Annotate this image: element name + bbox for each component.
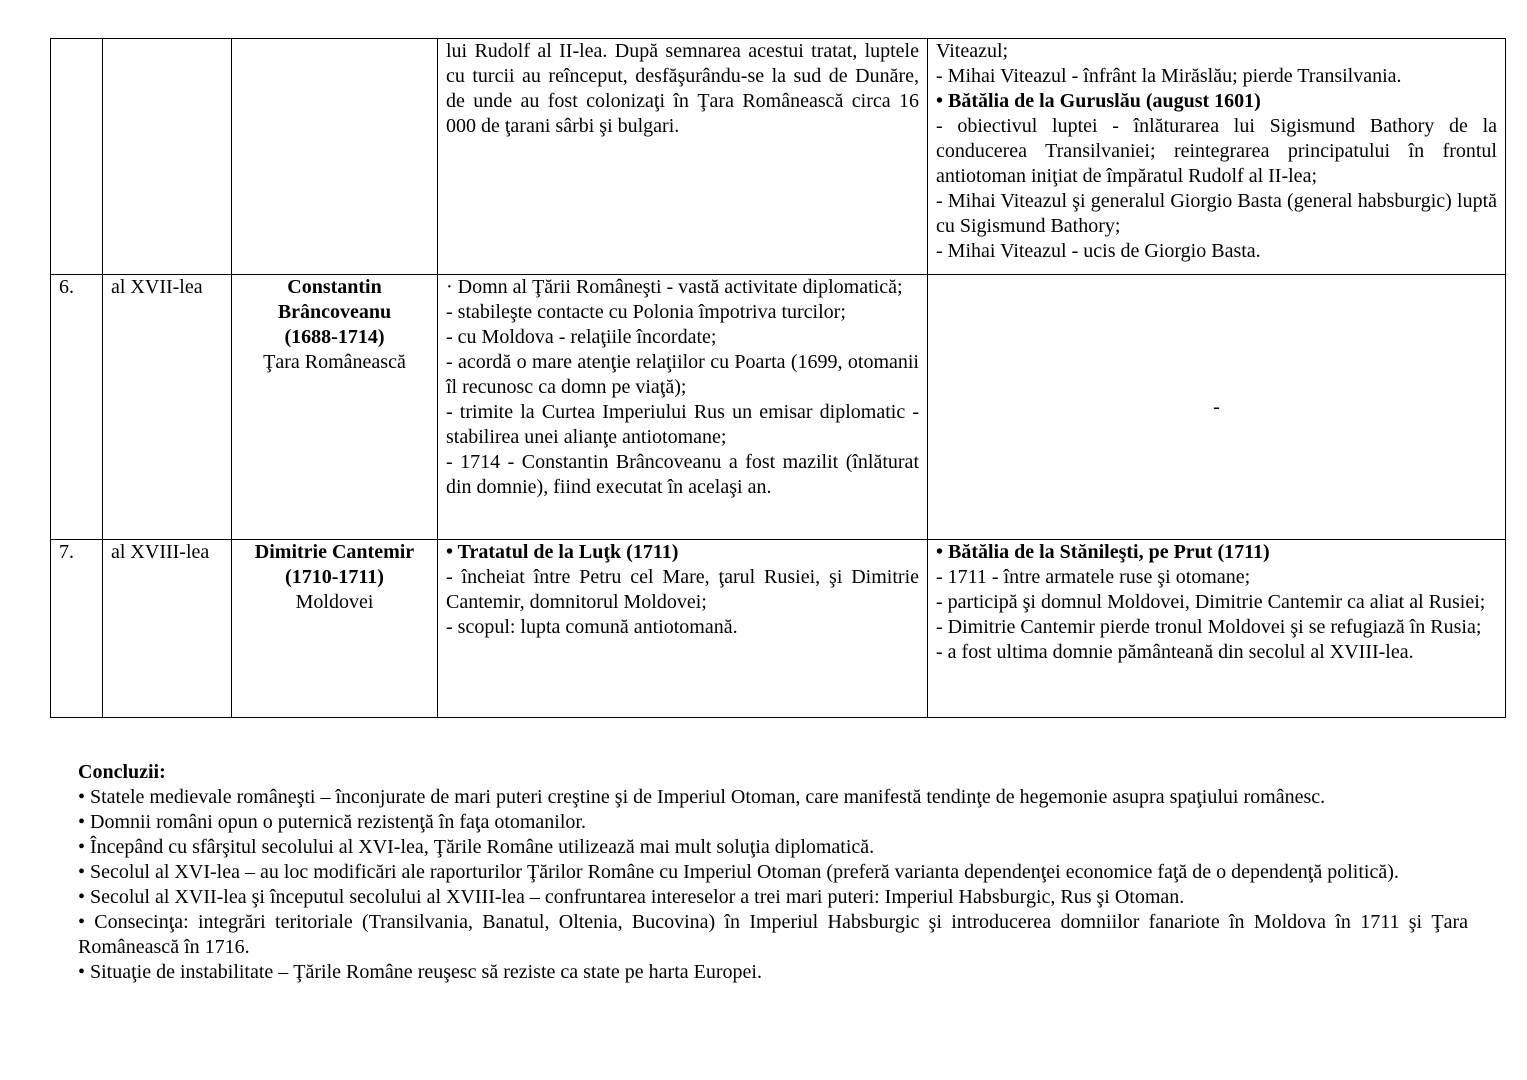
treaty-title: • Tratatul de la Luţk (1711) xyxy=(446,541,679,563)
table-row xyxy=(51,275,1506,540)
battle-line: - Dimitrie Cantemir pierde tronul Moldovei şi se refugiază în Rusia; xyxy=(936,616,1482,638)
conclusion-item: • Începând cu sfârşitul secolului al XVI-lea, Ţările Române utilizează mai mult soluţia diplomatică. xyxy=(78,836,875,858)
battle-line: - Mihai Viteazul şi generalul Giorgio Basta (general habsburgic) luptă cu Sigismund Bathory; xyxy=(936,190,1497,237)
ruler-name-2: Brâncoveanu xyxy=(277,301,392,323)
conclusion-item: • Statele medievale româneşti – înconjurate de mari puteri creştine şi de Imperiul Otoman, care manifestă tendinţe de hegemonie asupra spaţiului românesc. xyxy=(78,786,1326,808)
ruler-cell xyxy=(232,39,438,275)
century-cell: al XVIII-lea xyxy=(103,540,232,718)
ruler-name: Constantin xyxy=(287,276,382,298)
diplomacy-cell xyxy=(438,39,928,275)
ruler-country: Ţara Românească xyxy=(263,351,406,373)
ruler-cell xyxy=(232,275,438,540)
conclusion-item: • Secolul al XVII-lea şi începutul secolului al XVIII-lea – confruntarea intereselor a trei mari puteri: Imperiul Habsburgic, Rus şi Otoman. xyxy=(78,886,1185,908)
table-row xyxy=(51,39,1506,275)
battle-line: - 1711 ‐ între armatele ruse şi otomane; xyxy=(936,566,1251,588)
century-cell xyxy=(103,39,232,275)
ruler-span: (1688-1714) xyxy=(284,326,385,348)
diplomacy-line: - încheiat între Petru cel Mare, ţarul Rusiei, şi Dimitrie Cantemir, domnitorul Moldovei; xyxy=(446,566,919,613)
diplomacy-cell xyxy=(438,540,928,718)
battle-line: Viteazul; xyxy=(936,40,1009,62)
row-number: 7. xyxy=(51,540,103,718)
diplomacy-line: · Domn al Ţării Româneşti ‐ vastă activitate diplomatică; xyxy=(446,276,903,298)
conclusion-item: • Situaţie de instabilitate – Ţările Române reuşesc să reziste ca state pe harta Europei. xyxy=(78,961,762,983)
conclusion-item: • Secolul al XVI-lea – au loc modificări ale raporturilor Ţărilor Române cu Imperiul Otoman (preferă varianta dependenţei economice faţă de o dependenţă politică). xyxy=(78,861,1399,883)
history-table xyxy=(50,38,1506,718)
diplomacy-line: - cu Moldova ‐ relaţiile încordate; xyxy=(446,326,717,348)
diplomacy-line: - 1714 ‐ Constantin Brâncoveanu a fost mazilit (înlăturat din domnie), fiind executat în acelaşi an. xyxy=(446,451,919,498)
ruler-span: (1710-1711) xyxy=(285,566,384,588)
battles-cell xyxy=(928,39,1506,275)
ruler-name: Dimitrie Cantemir xyxy=(254,541,415,563)
diplomacy-line: - scopul: lupta comună antiotomană. xyxy=(446,616,738,638)
century-cell: al XVII-lea xyxy=(103,275,232,540)
diplomacy-text: lui Rudolf al II-lea. După semnarea acestui tratat, luptele cu turcii au reînceput, desfăşurându-se la sud de Dunăre, de unde au fost colonizaţi în Ţara Românească circa 16 000 de ţarani sârbi şi bulgari. xyxy=(446,40,919,137)
battles-cell xyxy=(928,540,1506,718)
row-number xyxy=(51,39,103,275)
conclusions-title: Concluzii: xyxy=(78,761,166,783)
battle-title: • Bătălia de la Stănileşti, pe Prut (1711) xyxy=(936,541,1270,563)
battle-line: - a fost ultima domnie pământeană din secolul al XVIII-lea. xyxy=(936,641,1414,663)
battle-line: - Mihai Viteazul ‐ ucis de Giorgio Basta. xyxy=(936,240,1261,262)
empty-dash: - xyxy=(1213,395,1220,418)
diplomacy-line: - acordă o mare atenţie relaţiilor cu Poarta (1699, otomanii îl recunosc ca domn pe viaţă); xyxy=(446,351,919,398)
conclusion-item: • Domnii români opun o puternică rezistenţă în faţa otomanilor. xyxy=(78,811,586,833)
battles-cell xyxy=(928,275,1506,540)
diplomacy-line: - trimite la Curtea Imperiului Rus un emisar diplomatic ‐ stabilirea unei alianţe antiotomane; xyxy=(446,401,919,448)
battle-line: - obiectivul luptei ‐ înlăturarea lui Sigismund Bathory de la conducerea Transilvaniei; reintegrarea principatului în frontul antiotoman iniţiat de împăratul Rudolf al II-lea; xyxy=(936,115,1497,187)
conclusions xyxy=(78,760,1468,985)
conclusion-item: • Consecinţa: integrări teritoriale (Transilvania, Banatul, Oltenia, Bucovina) în Imperiul Habsburgic şi introducerea domniilor fanariote în Moldova în 1711 şi Ţara Românească în 1716. xyxy=(78,911,1468,958)
battle-line: - Mihai Viteazul ‐ înfrânt la Mirăslău; pierde Transilvania. xyxy=(936,65,1402,87)
ruler-cell xyxy=(232,540,438,718)
battle-title: • Bătălia de la Guruslău (august 1601) xyxy=(936,90,1261,112)
row-number: 6. xyxy=(51,275,103,540)
table-row xyxy=(51,540,1506,718)
diplomacy-line: - stabileşte contacte cu Polonia împotriva turcilor; xyxy=(446,301,846,323)
diplomacy-cell xyxy=(438,275,928,540)
ruler-country: Moldovei xyxy=(295,591,374,613)
battle-line: - participă şi domnul Moldovei, Dimitrie Cantemir ca aliat al Rusiei; xyxy=(936,591,1486,613)
